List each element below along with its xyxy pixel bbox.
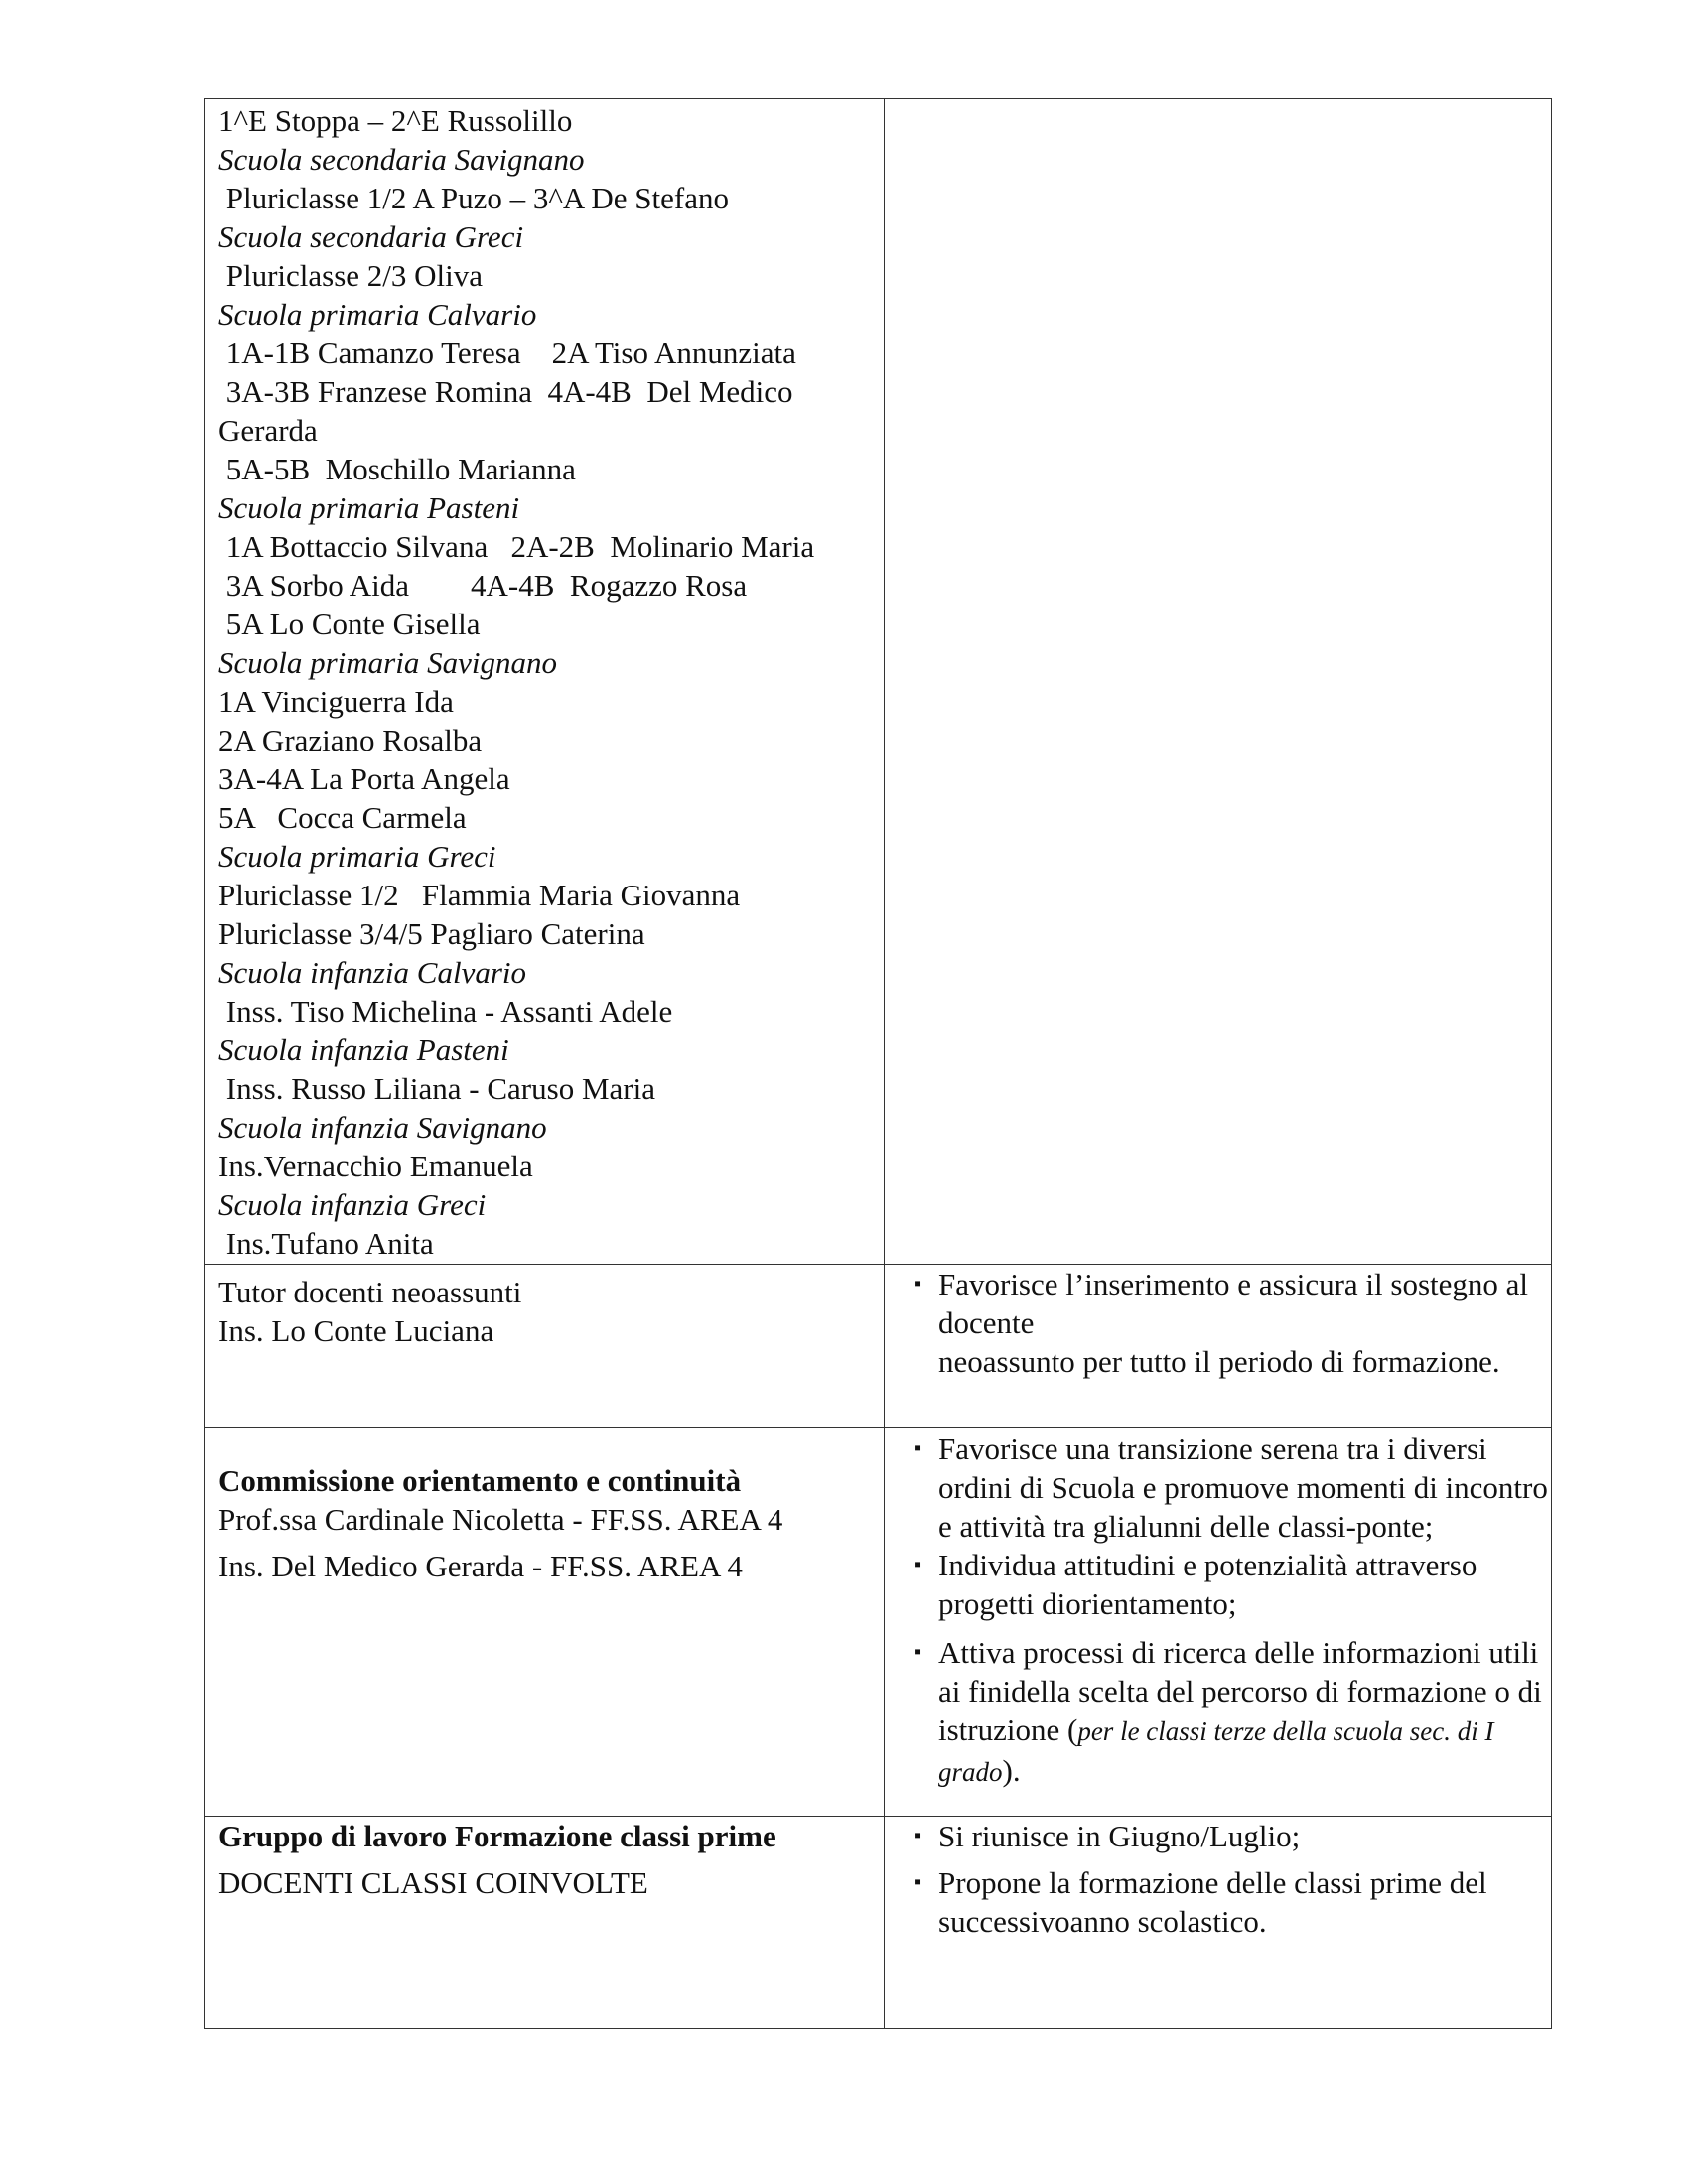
school-heading: Scuola infanzia Pasteni [218, 1032, 509, 1067]
class-teacher-line: 1^E Stoppa – 2^E Russolillo [218, 103, 573, 138]
bullet-list [885, 1265, 1551, 1381]
list-item [914, 1817, 1551, 1855]
bullet-icon: ▪ [914, 1825, 922, 1846]
list-item [914, 1265, 1551, 1381]
bullet-note: per le classi terze della scuola sec. di I grado [938, 1716, 1494, 1787]
class-teacher-line: 1A Vinciguerra Ida [218, 684, 454, 719]
orientation-title: Commissione orientamento e continuità [218, 1463, 742, 1498]
class-teacher-line: 5A-5B Moschillo Marianna [218, 452, 576, 486]
first-classes-description-cell [885, 1817, 1552, 2029]
list-item [914, 1633, 1551, 1792]
class-teacher-line: Pluriclasse 1/2 Flammia Maria Giovanna [218, 878, 741, 912]
table-row [205, 1428, 1552, 1817]
bullet-text: Favorisce una transizione serena tra i diversi ordini di Scuola e promuove momenti di incontro e attività tra glialunni delle classi-ponte; [938, 1432, 1548, 1544]
table-row [205, 99, 1552, 1265]
class-teacher-line: 3A-4A La Porta Angela [218, 761, 510, 796]
list-item [914, 1546, 1551, 1623]
bullet-icon: ▪ [914, 1641, 922, 1663]
document-page [204, 98, 1549, 2029]
class-teacher-line: Pluriclasse 2/3 Oliva [218, 258, 484, 293]
bullet-text: Si riunisce in Giugno/Luglio; [938, 1819, 1301, 1853]
class-teacher-line: 1A Bottaccio Silvana 2A-2B Molinario Maria [218, 529, 815, 564]
bullet-icon: ▪ [914, 1437, 922, 1459]
class-teacher-line: 3A Sorbo Aida 4A-4B Rogazzo Rosa [218, 568, 748, 603]
class-teacher-line: Gerarda [218, 413, 318, 448]
bullet-text: Individua attitudini e potenzialità attraverso progetti diorientamento; [938, 1548, 1477, 1621]
first-classes-cell [205, 1817, 885, 2029]
tutor-cell [205, 1265, 885, 1428]
first-classes-title: Gruppo di lavoro Formazione classi prime [218, 1819, 776, 1853]
orientation-description-cell [885, 1428, 1552, 1817]
school-list-cell [205, 99, 885, 1265]
orientation-member-2: Ins. Del Medico Gerarda - FF.SS. AREA 4 [218, 1549, 743, 1583]
school-list [205, 99, 884, 1263]
school-heading: Scuola infanzia Savignano [218, 1110, 547, 1145]
bullet-text: Favorisce l’inserimento e assicura il sostegno al docente [938, 1267, 1529, 1340]
school-heading: Scuola infanzia Greci [218, 1187, 487, 1222]
bullet-list [885, 1817, 1551, 1941]
bullet-text-end: ). [1002, 1753, 1021, 1788]
bullet-icon: ▪ [914, 1273, 922, 1295]
orientation-member-1: Prof.ssa Cardinale Nicoletta - FF.SS. AREA 4 [218, 1502, 783, 1537]
roles-table [204, 98, 1552, 2029]
class-teacher-line: 2A Graziano Rosalba [218, 723, 483, 757]
bullet-text: Attiva processi di ricerca delle informazioni utili ai finidella scelta del percorso di formazione o di istruzione ( [938, 1635, 1542, 1747]
bullet-text-continued: neoassunto per tutto il periodo di formazione. [938, 1344, 1500, 1379]
class-teacher-line: 5A Lo Conte Gisella [218, 607, 481, 641]
school-heading: Scuola secondaria Savignano [218, 142, 585, 177]
class-teacher-line: Pluriclasse 3/4/5 Pagliaro Caterina [218, 916, 645, 951]
first-classes-members: DOCENTI CLASSI COINVOLTE [218, 1865, 648, 1900]
class-teacher-line: 5A Cocca Carmela [218, 800, 467, 835]
tutor-name: Ins. Lo Conte Luciana [218, 1313, 494, 1348]
class-teacher-line: 3A-3B Franzese Romina 4A-4B Del Medico [218, 374, 793, 409]
class-teacher-line: Ins.Tufano Anita [218, 1226, 434, 1261]
class-teacher-line: Pluriclasse 1/2 A Puzo – 3^A De Stefano [218, 181, 729, 215]
orientation-cell [205, 1428, 885, 1817]
bullet-icon: ▪ [914, 1554, 922, 1575]
class-teacher-line: Inss. Russo Liliana - Caruso Maria [218, 1071, 655, 1106]
empty-cell [885, 99, 1552, 1265]
school-heading: Scuola infanzia Calvario [218, 955, 526, 990]
bullet-list [885, 1428, 1551, 1792]
school-heading: Scuola primaria Greci [218, 839, 496, 874]
school-heading: Scuola secondaria Greci [218, 219, 524, 254]
bullet-icon: ▪ [914, 1871, 922, 1893]
bullet-text: Propone la formazione delle classi prime del successivoanno scolastico. [938, 1865, 1487, 1939]
table-row [205, 1265, 1552, 1428]
tutor-title: Tutor docenti neoassunti [218, 1275, 522, 1309]
table-row [205, 1817, 1552, 2029]
class-teacher-line: 1A-1B Camanzo Teresa 2A Tiso Annunziata [218, 336, 796, 370]
class-teacher-line: Ins.Vernacchio Emanuela [218, 1149, 533, 1183]
tutor-description-cell [885, 1265, 1552, 1428]
list-item [914, 1863, 1551, 1941]
school-heading: Scuola primaria Savignano [218, 645, 557, 680]
school-heading: Scuola primaria Calvario [218, 297, 537, 332]
list-item [914, 1430, 1551, 1546]
school-heading: Scuola primaria Pasteni [218, 490, 520, 525]
class-teacher-line: Inss. Tiso Michelina - Assanti Adele [218, 994, 673, 1028]
